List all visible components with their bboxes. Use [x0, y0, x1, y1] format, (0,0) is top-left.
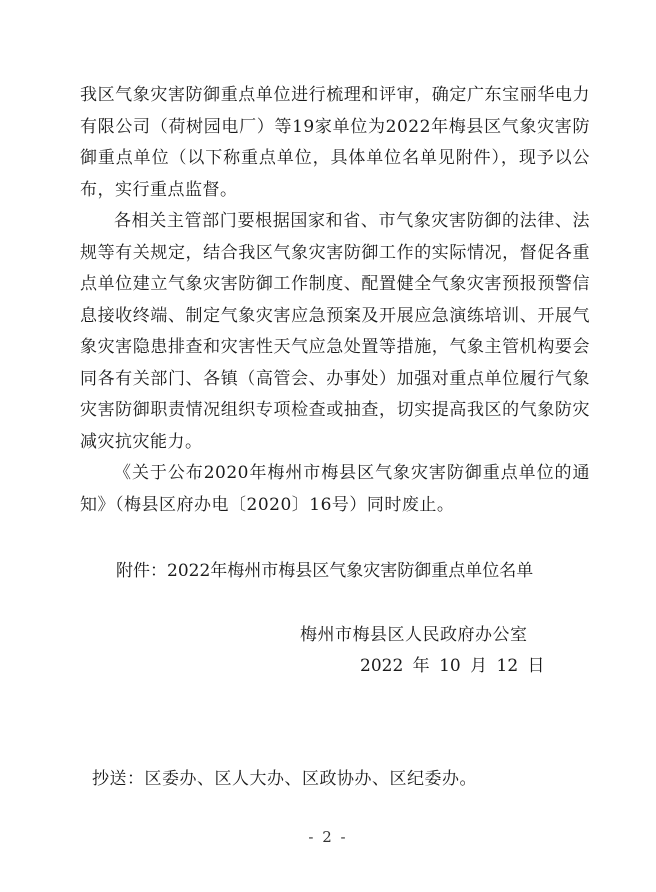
paragraph-continuation: 我区气象灾害防御重点单位进行梳理和评审，确定广东宝丽华电力有限公司（荷树园电厂）等19家单位为2022年梅县区气象灾害防御重点单位（以下称重点单位，具体单位名单见附件），现予以公布，实行重点监督。 [80, 85, 590, 200]
cc-line: 抄送：区委办、区人大办、区政协办、区纪委办。 [92, 769, 477, 789]
attachment-line: 附件：2022年梅州市梅县区气象灾害防御重点单位名单 [116, 561, 534, 581]
issuing-office: 梅州市梅县区人民政府办公室 [300, 625, 528, 645]
issue-date: 2022 年 10 月 12 日 [360, 656, 545, 676]
document-body [80, 80, 590, 521]
paragraph-repeal: 《关于公布2020年梅州市梅县区气象灾害防御重点单位的通知》（梅县区府办电〔2020〕16号）同时废止。 [80, 463, 590, 515]
paragraph-duties: 各相关主管部门要根据国家和省、市气象灾害防御的法律、法规等有关规定，结合我区气象灾害防御工作的实际情况，督促各重点单位建立气象灾害防御工作制度、配置健全气象灾害预报预警信息接收终端、制定气象灾害应急预案及开展应急演练培训、开展气象灾害隐患排查和灾害性天气应急处置等措施，气象主管机构要会同各有关部门、各镇（高管会、办事处）加强对重点单位履行气象灾害防御职责情况组织专项检查或抽查，切实提高我区的气象防灾减灾抗灾能力。 [80, 211, 590, 452]
page-number: - 2 - [308, 828, 348, 846]
